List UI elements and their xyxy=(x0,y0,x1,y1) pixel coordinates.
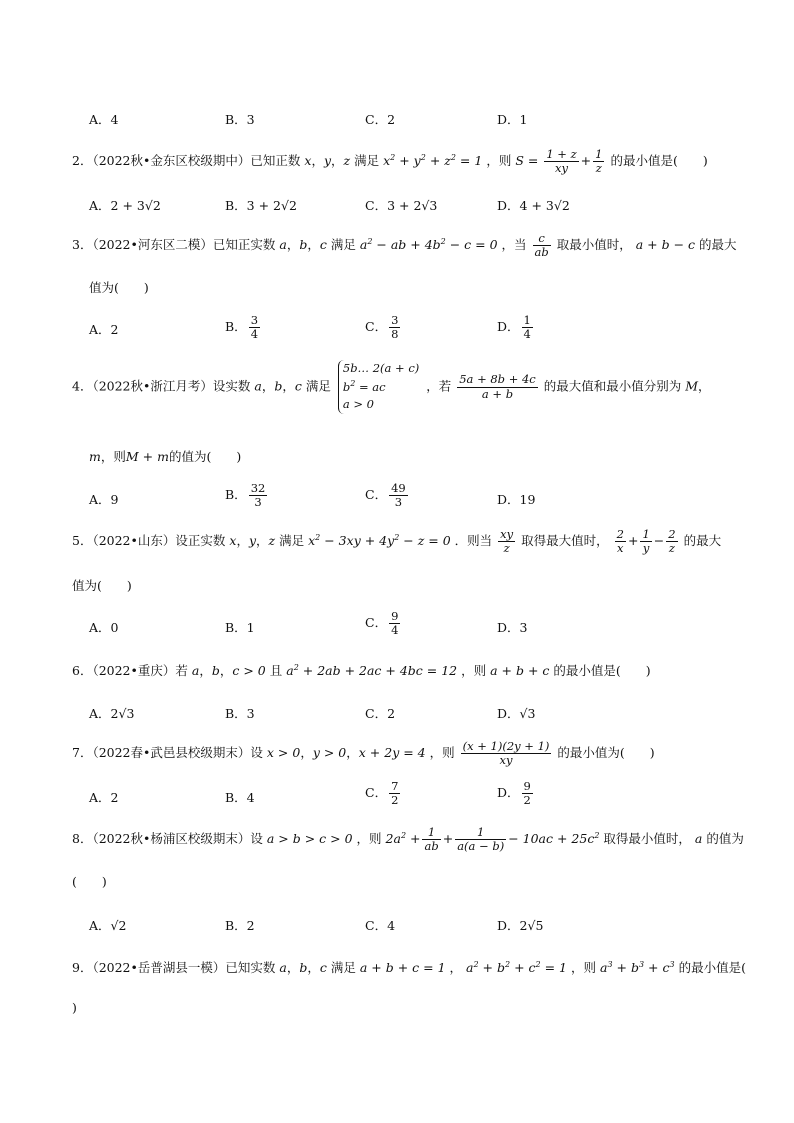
q4-stem-line2: m，则M + m的值为( ) xyxy=(89,449,242,464)
q2-option-d[interactable]: D．4 + 3√2 xyxy=(497,198,570,213)
q3-stem-line2: 值为( ) xyxy=(89,280,149,295)
q4-option-d[interactable]: D．19 xyxy=(497,492,536,507)
q5-option-c[interactable]: C． $\frac{9}{4}$ xyxy=(365,609,399,638)
q2-option-c[interactable]: C．3 + 2√3 xyxy=(365,198,438,213)
q4-option-b[interactable]: B． $\frac{32}{3}$ xyxy=(225,481,266,510)
q1-option-c[interactable]: C．2 xyxy=(365,112,396,127)
q6-stem: 6．（2022•重庆）若 a，b，c > 0 且 $a^2 + 2ab + 2ac + 4bc = 12$ ，则 a + b + c 的最小值是( ) xyxy=(72,662,651,678)
q8-option-c[interactable]: C．4 xyxy=(365,918,396,933)
q5-option-b[interactable]: B．1 xyxy=(225,620,255,635)
q2-stem: 2．（2022秋•金东区校级期中）已知正数 x，y，z 满足 $x^2 + y^2 + z^2 = 1$ ，则 S = $\frac{1 + z}{xy}$ + $\frac{1}{z}$ 的最小值是( ) xyxy=(72,147,708,176)
q9-stem-line2: ) xyxy=(72,1000,77,1015)
q3-option-b[interactable]: B． $\frac{3}{4}$ xyxy=(225,313,259,342)
q4-stem: 4．（2022秋•浙江月考）设实数 a，b，c 满足 5b… 2(a + c) $b^2$ = ac a > 0 ，若 $\frac{5a + 8b + 4c}{a + b}$ 的最大值和最小值分别为 M， xyxy=(72,360,711,414)
q4-option-a[interactable]: A．9 xyxy=(89,492,119,507)
q1-option-b[interactable]: B．3 xyxy=(225,112,255,127)
q5-stem-line2: 值为( ) xyxy=(72,578,132,593)
q4-option-c[interactable]: C． $\frac{49}{3}$ xyxy=(365,481,406,510)
q1-option-d[interactable]: D．1 xyxy=(497,112,528,127)
q8-option-d[interactable]: D．2√5 xyxy=(497,918,544,933)
q2-option-a[interactable]: A．2 + 3√2 xyxy=(89,198,161,213)
q5-stem: 5．（2022•山东）设正实数 x，y，z 满足 $x^2 - 3xy + 4y^2 - z = 0$ ．则当 $\frac{xy}{z}$ 取得最大值时， $\frac{2}{x}$ + $\frac{1}{y}$ − $\frac{2}{z}$ 的最大 xyxy=(72,527,722,556)
q7-option-c[interactable]: C． $\frac{7}{2}$ xyxy=(365,779,399,808)
q1-option-a[interactable]: A．4 xyxy=(89,112,119,127)
q3-option-a[interactable]: A．2 xyxy=(89,322,119,337)
q4-constraint-system: 5b… 2(a + c) $b^2$ = ac a > 0 xyxy=(338,360,419,414)
q6-option-c[interactable]: C．2 xyxy=(365,706,396,721)
q7-stem: 7．（2022春•武邑县校级期末）设 x > 0，y > 0，x + 2y = 4 ，则 $\frac{(x + 1)(2y + 1)}{xy}$ 的最小值为( ) xyxy=(72,739,655,768)
q8-option-b[interactable]: B．2 xyxy=(225,918,255,933)
q8-stem: 8．（2022秋•杨浦区校级期末）设 a > b > c > 0 ，则 $2a^2$ + $\frac{1}{ab}$ + $\frac{1}{a(a - b)}$ − $10ac + 25c^2$ 取得最小值时， a 的值为 xyxy=(72,825,744,854)
q5-option-a[interactable]: A．0 xyxy=(89,620,119,635)
q7-option-d[interactable]: D． $\frac{9}{2}$ xyxy=(497,779,531,808)
q5-option-d[interactable]: D．3 xyxy=(497,620,528,635)
q3-option-d[interactable]: D． $\frac{1}{4}$ xyxy=(497,313,531,342)
q8-stem-line2: ( ) xyxy=(72,874,107,889)
q6-option-b[interactable]: B．3 xyxy=(225,706,255,721)
q7-option-b[interactable]: B．4 xyxy=(225,790,255,805)
q6-option-a[interactable]: A．2√3 xyxy=(89,706,135,721)
q2-option-b[interactable]: B．3 + 2√2 xyxy=(225,198,297,213)
q6-option-d[interactable]: D．√3 xyxy=(497,706,536,721)
q3-stem: 3．（2022•河东区二模）已知正实数 a，b，c 满足 $a^2$ − ab + $4b^2 - c = 0$ ，当 $\frac{c}{ab}$ 取最小值时， a + b − c 的最大 xyxy=(72,231,737,260)
q7-option-a[interactable]: A．2 xyxy=(89,790,119,805)
q8-option-a[interactable]: A．√2 xyxy=(89,918,127,933)
q9-stem: 9．（2022•岳普湖县一模）已知实数 a，b，c 满足 a + b + c = 1 ， $a^2 + b^2 + c^2 = 1$ ，则 $a^3 + b^3 + c^3$ 的最小值是( xyxy=(72,959,746,975)
q3-option-c[interactable]: C． $\frac{3}{8}$ xyxy=(365,313,399,342)
